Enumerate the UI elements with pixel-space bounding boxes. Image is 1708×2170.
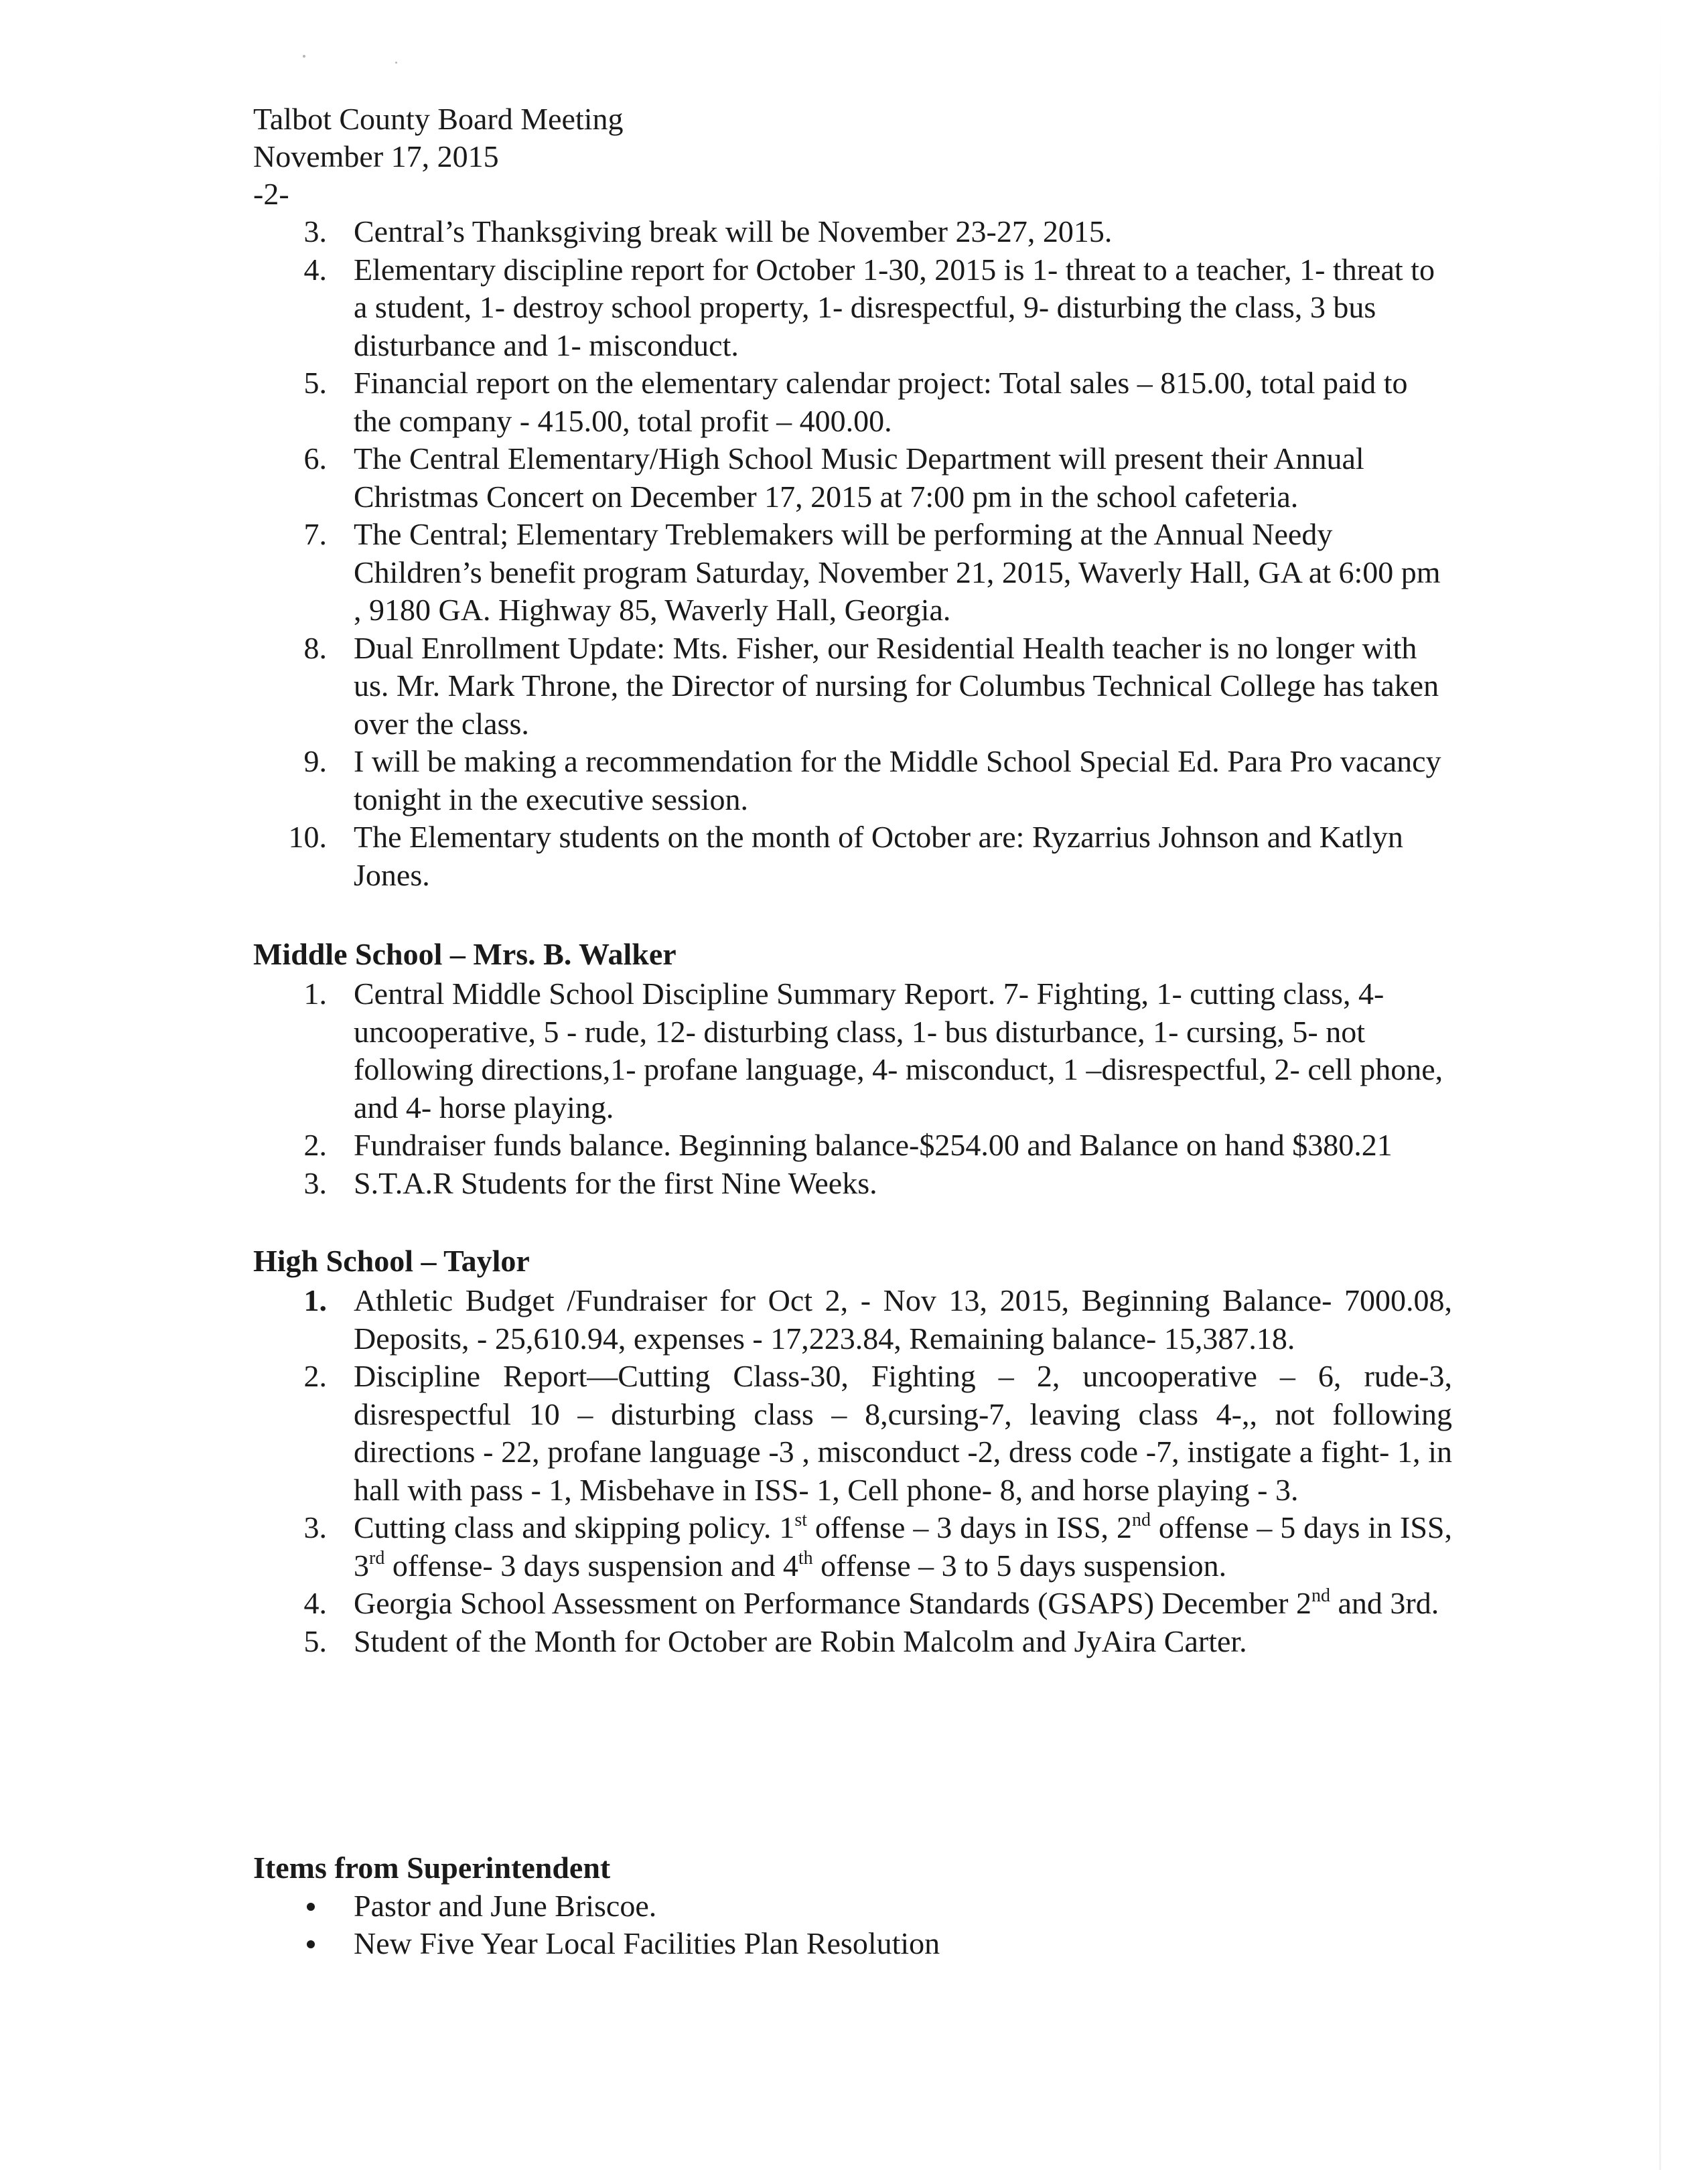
- item-number: 8.: [303, 630, 327, 665]
- ordinal-suffix: nd: [1311, 1585, 1330, 1606]
- item-text: [354, 1585, 1452, 1623]
- item-number: 6.: [303, 441, 327, 476]
- document-header: [253, 100, 624, 213]
- ordinal-suffix: th: [798, 1547, 813, 1569]
- superintendent-bullet-list: [0, 1887, 940, 1962]
- bullet-text: New Five Year Local Facilities Plan Resolution: [354, 1926, 940, 1960]
- ordinal-suffix: nd: [1131, 1510, 1151, 1530]
- item-text: Financial report on the elementary calendar project: Total sales – 815.00, total paid to the company - 415.00, total profit – 400.00.: [354, 366, 1408, 438]
- item-number: 5.: [303, 366, 327, 400]
- scan-speck: [395, 62, 397, 64]
- middle-school-list: [0, 975, 1708, 1202]
- item-number: 3.: [303, 1510, 327, 1544]
- list-item: [0, 1165, 1452, 1203]
- superintendent-heading: Items from Superintendent: [253, 1851, 611, 1885]
- list-item: [0, 364, 1452, 440]
- list-item: [0, 440, 1452, 516]
- text-fragment: Georgia School Assessment on Performance Standards (GSAPS) December 2: [354, 1586, 1311, 1620]
- item-text: The Central Elementary/High School Music Department will present their Annual Christmas Concert on December 17, 2015 at 7:00 pm in the school cafeteria.: [354, 441, 1364, 514]
- item-text: Central’s Thanksgiving break will be November 23-27, 2015.: [354, 214, 1113, 248]
- item-text: [354, 1509, 1452, 1585]
- list-item: [0, 1127, 1452, 1165]
- item-text: I will be making a recommendation for the Middle School Special Ed. Para Pro vacancy tonight in the executive session.: [354, 744, 1441, 816]
- item-text: S.T.A.R Students for the first Nine Weeks.: [354, 1165, 877, 1200]
- item-number: 3.: [303, 1165, 327, 1200]
- item-text: Student of the Month for October are Robin Malcolm and JyAira Carter.: [354, 1623, 1247, 1658]
- list-item: [0, 213, 1452, 251]
- item-text: Elementary discipline report for October 1-30, 2015 is 1- threat to a teacher, 1- threat to a student, 1- destroy school property, 1- disrespectful, 9- disturbing the class, 3 bus disturbance and 1- misconduct.: [354, 252, 1435, 362]
- item-number: 1.: [303, 1283, 327, 1317]
- page-number: -2-: [253, 177, 289, 211]
- list-item: [0, 1623, 1452, 1661]
- list-item: [0, 251, 1452, 365]
- bullet-text: Pastor and June Briscoe.: [354, 1889, 657, 1923]
- item-number: 2.: [303, 1359, 327, 1393]
- item-text: Dual Enrollment Update: Mts. Fisher, our Residential Health teacher is no longer with us. Mr. Mark Throne, the Director of nursing for Columbus Technical College has taken over the class.: [354, 630, 1439, 741]
- list-item: [0, 1282, 1452, 1358]
- list-item: [0, 975, 1452, 1127]
- list-item: [0, 1585, 1452, 1623]
- item-number: 9.: [303, 744, 327, 778]
- high-school-list: [0, 1282, 1708, 1660]
- high-school-heading: High School – Taylor: [253, 1244, 530, 1278]
- middle-school-heading: Middle School – Mrs. B. Walker: [253, 937, 677, 971]
- bullet-icon: [307, 1940, 315, 1948]
- item-number: 7.: [303, 517, 327, 551]
- item-number: 3.: [303, 214, 327, 248]
- list-item: [0, 743, 1452, 818]
- item-text: The Elementary students on the month of October are: Ryzarrius Johnson and Katlyn Jones.: [354, 820, 1403, 892]
- meeting-date: November 17, 2015: [253, 139, 499, 173]
- item-text: Athletic Budget /Fundraiser for Oct 2, - Nov 13, 2015, Beginning Balance- 7000.08, Deposits, - 25,610.94, expenses - 17,223.84, Remaining balance- 15,387.18.: [354, 1283, 1452, 1356]
- elementary-report-list: [0, 213, 1708, 894]
- text-fragment: offense- 3 days suspension and 4: [384, 1548, 798, 1583]
- item-text: Fundraiser funds balance. Beginning balance-$254.00 and Balance on hand $380.21: [354, 1128, 1393, 1162]
- meeting-title: Talbot County Board Meeting: [253, 102, 624, 136]
- item-text: Central Middle School Discipline Summary Report. 7- Fighting, 1- cutting class, 4- uncooperative, 5 - rude, 12- disturbing class, 1- bus disturbance, 1- cursing, 5- not following directions,1- profane language, 4- misconduct, 1 –disrespectful, 2- cell phone, and 4- horse playing.: [354, 976, 1443, 1125]
- list-item: [0, 1925, 940, 1962]
- text-fragment: and 3rd.: [1330, 1586, 1439, 1620]
- item-number: 2.: [303, 1128, 327, 1162]
- text-fragment: offense – 3 days in ISS, 2: [807, 1510, 1132, 1544]
- item-number: 4.: [303, 252, 327, 287]
- list-item: [0, 630, 1452, 743]
- item-text: The Central; Elementary Treblemakers will be performing at the Annual Needy Children’s benefit program Saturday, November 21, 2015, Waverly Hall, GA at 6:00 pm , 9180 GA. Highway 85, Waverly Hall, Georgia.: [354, 517, 1441, 627]
- item-number: 5.: [303, 1623, 327, 1658]
- list-item: [0, 1358, 1452, 1509]
- item-number: 10.: [288, 820, 327, 854]
- scan-speck: [303, 55, 305, 58]
- ordinal-suffix: rd: [369, 1547, 385, 1569]
- item-number: 4.: [303, 1586, 327, 1620]
- text-fragment: offense – 3 to 5 days suspension.: [812, 1548, 1227, 1583]
- list-item: [0, 516, 1452, 630]
- text-fragment: Cutting class and skipping policy. 1: [354, 1510, 795, 1544]
- item-text: Discipline Report—Cutting Class-30, Fighting – 2, uncooperative – 6, rude-3, disrespectful 10 – disturbing class – 8,cursing-7, leaving class 4-,, not following directions - 22, profane language -3 , misconduct -2, dress code -7, instigate a fight- 1, in hall with pass - 1, Misbehave in ISS- 1, Cell phone- 8, and horse playing - 3.: [354, 1359, 1452, 1507]
- list-item: [0, 1509, 1452, 1585]
- bullet-icon: [307, 1903, 315, 1911]
- ordinal-suffix: st: [794, 1510, 808, 1530]
- text-fragment: offense – 5 days in ISS, 3: [354, 1510, 1453, 1583]
- list-item: [0, 818, 1452, 894]
- list-item: [0, 1887, 940, 1925]
- item-number: 1.: [303, 976, 327, 1011]
